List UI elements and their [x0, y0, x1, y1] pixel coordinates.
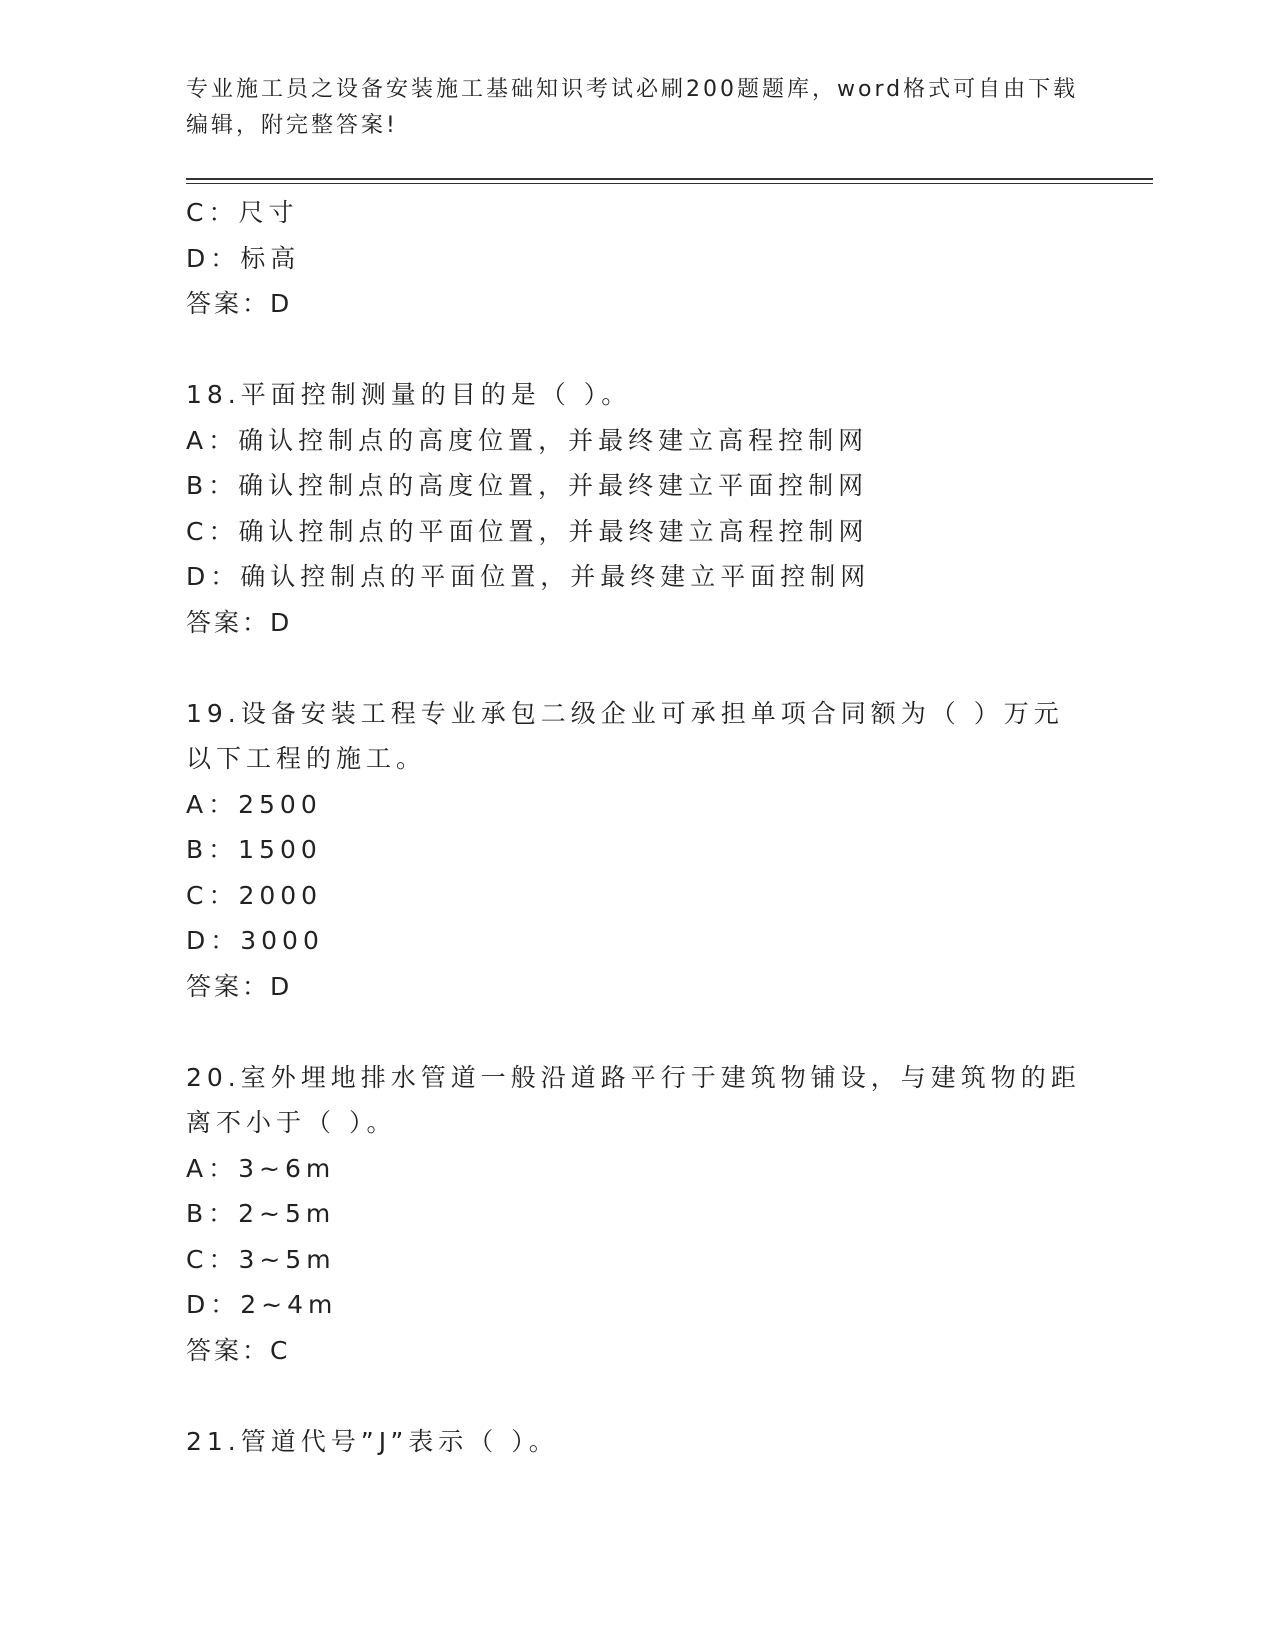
answer-line: 答案：D	[186, 971, 293, 1001]
option-a: A：确认控制点的高度位置，并最终建立高程控制网	[186, 425, 869, 455]
question-19	[186, 691, 1086, 1010]
option-c: C：确认控制点的平面位置，并最终建立高程控制网	[186, 516, 869, 546]
question-content	[186, 190, 1086, 1464]
spacer	[186, 327, 1086, 373]
option-a: A：3~6m	[186, 1153, 336, 1183]
question-21	[186, 1419, 1086, 1465]
option-c: C：尺寸	[186, 198, 299, 227]
page-header-title: 专业施工员之设备安装施工基础知识考试必刷200题题库，word格式可自由下载编辑，附完整答案!	[186, 77, 1079, 138]
header-rule-thin	[186, 183, 1153, 184]
prev-question-block	[186, 190, 1086, 327]
answer-line: 答案：D	[186, 607, 293, 637]
answer-line: 答案：C	[186, 1335, 291, 1365]
spacer	[186, 1373, 1086, 1419]
question-stem: 19.设备安装工程专业承包二级企业可承担单项合同额为（ ）万元以下工程的施工。	[186, 698, 1064, 773]
spacer	[186, 1009, 1086, 1055]
option-b: B：确认控制点的高度位置，并最终建立平面控制网	[186, 471, 869, 500]
header-rule-thick	[186, 178, 1153, 180]
option-a: A：2500	[186, 789, 322, 819]
option-c: C：3~5m	[186, 1244, 336, 1274]
option-d: D：确认控制点的平面位置，并最终建立平面控制网	[186, 562, 871, 591]
question-18	[186, 372, 1086, 645]
answer-line: 答案：D	[186, 289, 293, 318]
question-20	[186, 1055, 1086, 1374]
question-stem: 21.管道代号”J”表示（ ）。	[186, 1426, 559, 1456]
option-b: B：1500	[186, 835, 322, 864]
option-d: D：3000	[186, 926, 324, 955]
spacer	[186, 645, 1086, 691]
option-d: D：2~4m	[186, 1290, 338, 1319]
option-c: C：2000	[186, 880, 323, 910]
option-b: B：2~5m	[186, 1199, 336, 1228]
question-stem: 20.室外埋地排水管道一般沿道路平行于建筑物铺设，与建筑物的距离不小于（ ）。	[186, 1062, 1081, 1137]
option-d: D：标高	[186, 243, 301, 273]
question-stem: 18.平面控制测量的目的是（ ）。	[186, 380, 632, 409]
